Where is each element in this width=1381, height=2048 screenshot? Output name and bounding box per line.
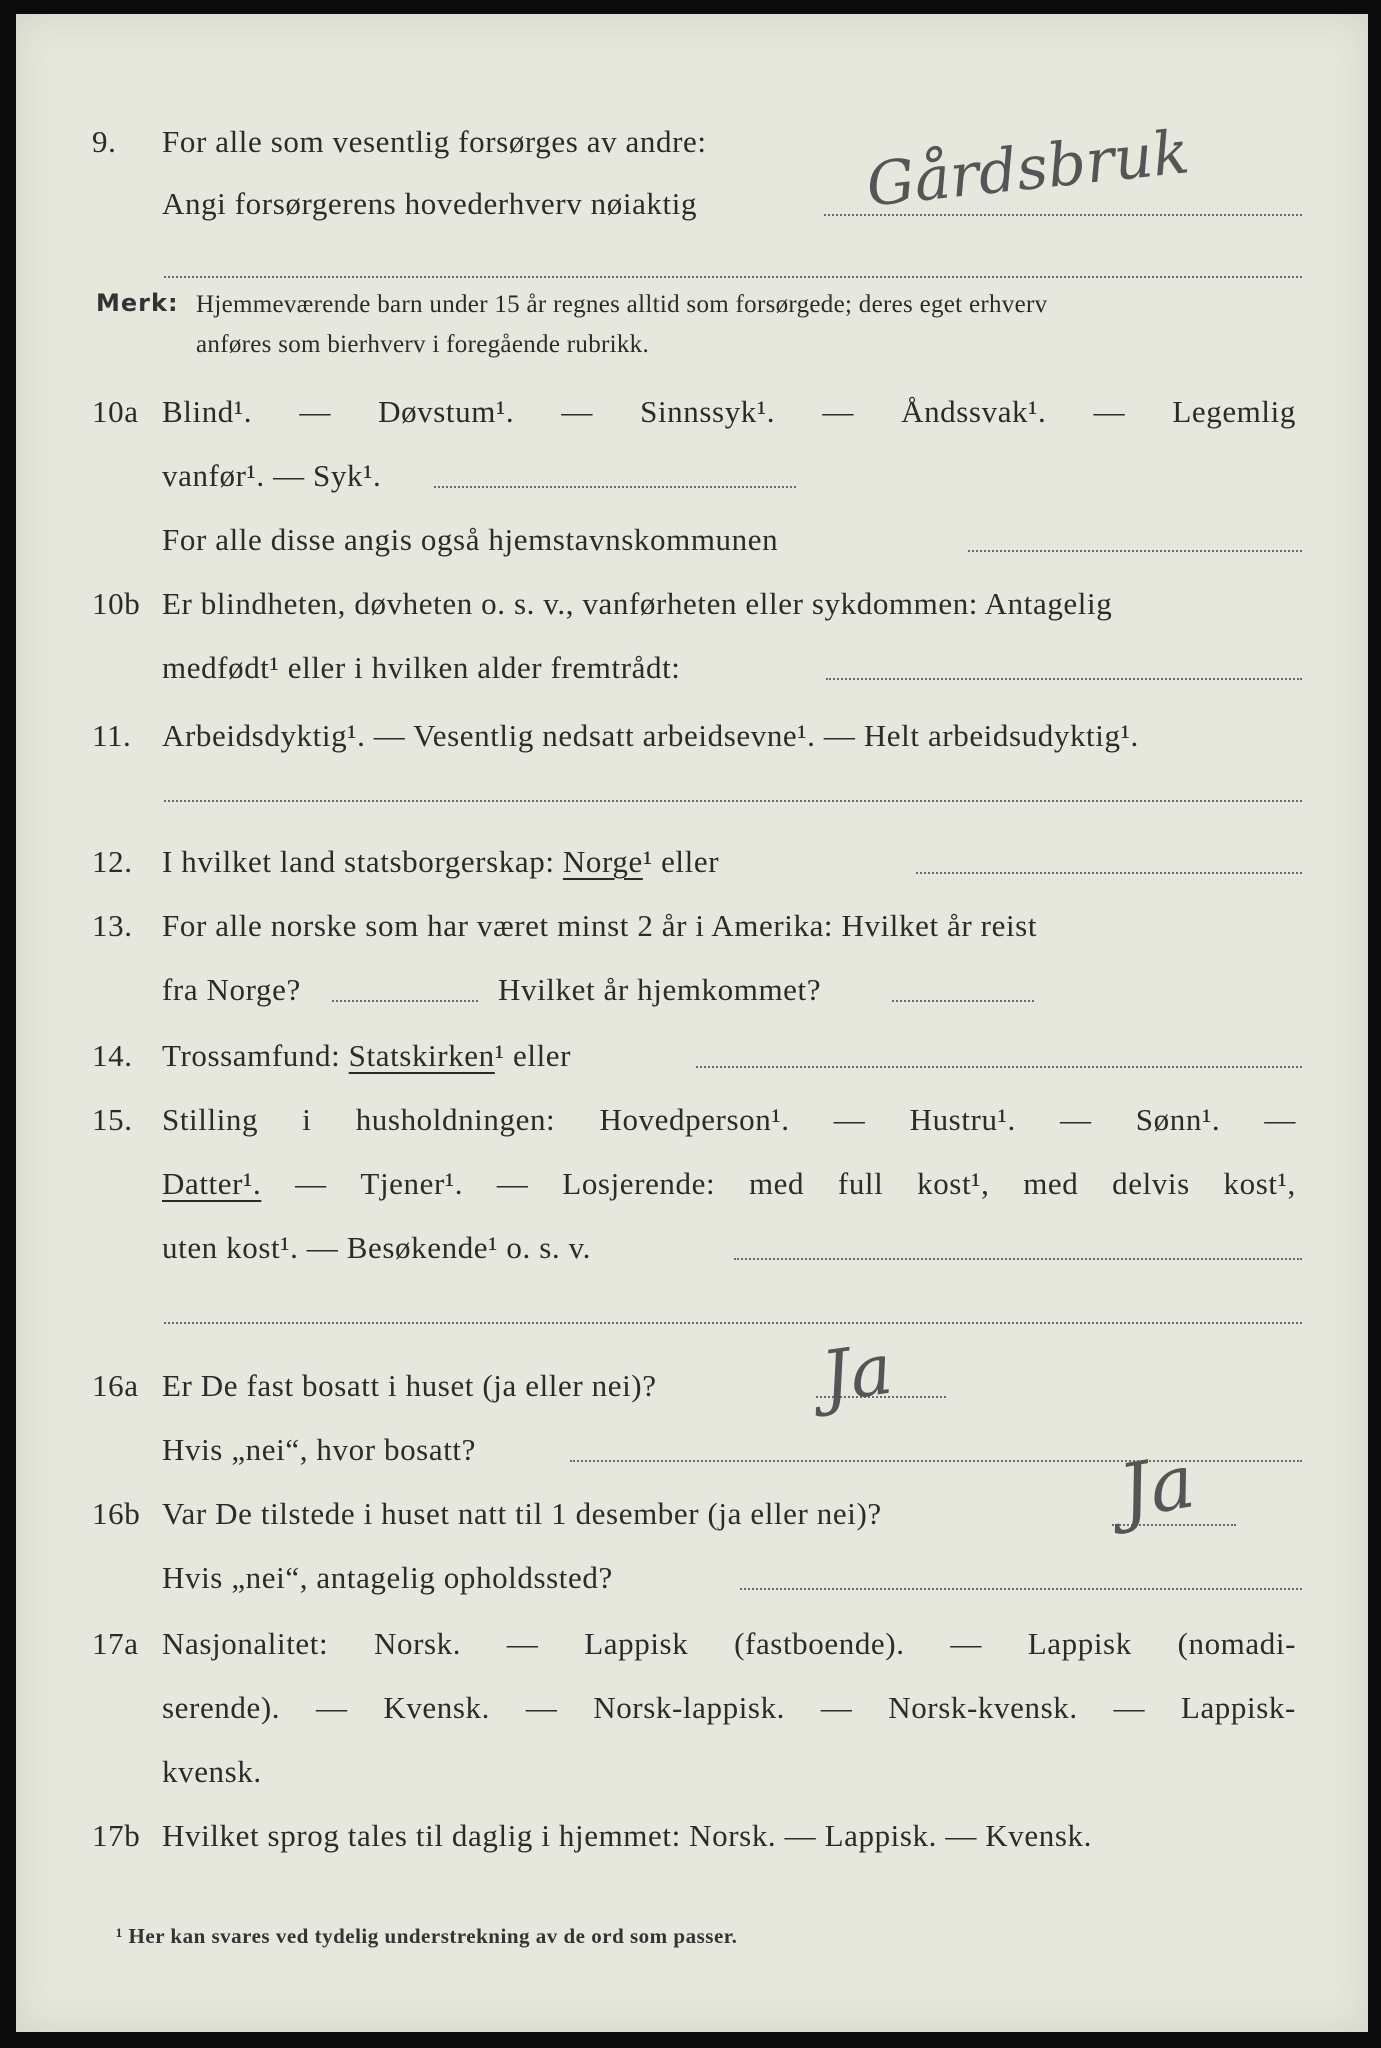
q15-line-3: uten kost¹. — Besøkende¹ o. s. v.: [162, 1230, 592, 1265]
q10a-syk-line: [434, 486, 796, 488]
q9-extra-line: [164, 276, 1302, 278]
q13-hjemkommet-line: [892, 1000, 1034, 1002]
q14-number: 14.: [92, 1038, 133, 1073]
q13-reist-line: [332, 1000, 478, 1002]
q11-number: 11.: [92, 718, 132, 753]
q13-line-2b: Hvilket år hjemkommet?: [498, 972, 822, 1007]
q12-line: I hvilket land statsborgerskap: Norge¹ eller: [162, 844, 720, 879]
q16b-opholdssted-line: [740, 1588, 1302, 1590]
q15-underlined-datter: Datter¹.: [162, 1166, 262, 1201]
q15-extra-line: [164, 1322, 1302, 1324]
q11-answer-line: [164, 800, 1302, 802]
q16a-bosatt-line: [570, 1460, 1302, 1462]
q16a-line-2: Hvis „nei“, hvor bosatt?: [162, 1432, 476, 1467]
q12-answer-line: [916, 872, 1302, 874]
q13-line-1: For alle norske som har været minst 2 år i Amerika: Hvilket år reist: [162, 908, 1038, 943]
q15-answer-line: [734, 1258, 1302, 1260]
q14-line: Trossamfund: Statskirken¹ eller: [162, 1038, 572, 1073]
q15-line-2: Datter¹. — Tjener¹. — Losjerende: med full kost¹, med delvis kost¹,: [162, 1154, 1296, 1214]
q16b-handwritten-answer: Ja: [1113, 1438, 1201, 1536]
q9-line-2: Angi forsørgerens hovederhverv nøiaktig: [162, 186, 698, 221]
q16b-line-1: Var De tilstede i huset natt til 1 desember (ja eller nei)?: [162, 1496, 882, 1531]
q10b-line-2: medfødt¹ eller i hvilken alder fremtrådt:: [162, 650, 681, 685]
q15-line-1: Stilling i husholdningen: Hovedperson¹. — Hustru¹. — Sønn¹. —: [162, 1102, 1296, 1137]
q9-handwritten-answer: Gårdsbruk: [863, 117, 1193, 221]
q16a-handwritten-answer: Ja: [816, 1327, 898, 1419]
q12-underlined-norge: Norge: [562, 844, 643, 879]
q17b-number: 17b: [92, 1818, 141, 1853]
q14-answer-line: [696, 1066, 1302, 1068]
q15-number: 15.: [92, 1102, 133, 1137]
q10a-kommune-line: [968, 550, 1302, 552]
q14-underlined-statskirken: Statskirken: [348, 1038, 495, 1073]
q17b-line-1: Hvilket sprog tales til daglig i hjemmet: Norsk. — Lappisk. — Kvensk.: [162, 1818, 1092, 1853]
q10a-line-2: vanfør¹. — Syk¹.: [162, 458, 382, 493]
footnote: ¹ Her kan svares ved tydelig understrekning av de ord som passer.: [116, 1924, 738, 1948]
q10a-number: 10a: [92, 394, 139, 429]
q16b-line-2: Hvis „nei“, antagelig opholdssted?: [162, 1560, 613, 1595]
q16a-line-1: Er De fast bosatt i huset (ja eller nei)?: [162, 1368, 657, 1403]
merk-label: Merk:: [96, 289, 179, 317]
q9-line-1: For alle som vesentlig forsørges av andre:: [162, 124, 707, 159]
q10a-line-1: Blind¹. — Døvstum¹. — Sinnssyk¹. — Åndssvak¹. — Legemlig: [162, 394, 1296, 429]
q10b-number: 10b: [92, 586, 141, 621]
q10a-line-3: For alle disse angis også hjemstavnskommunen: [162, 522, 779, 557]
q17a-line-3: kvensk.: [162, 1754, 262, 1789]
q12-number: 12.: [92, 844, 133, 879]
q9-number: 9.: [92, 124, 117, 159]
q10b-answer-line: [826, 678, 1302, 680]
census-form-page: [16, 14, 1368, 2032]
merk-line-2: anføres som bierhverv i foregående rubrikk.: [196, 331, 650, 358]
q10b-line-1: Er blindheten, døvheten o. s. v., vanførheten eller sykdommen: Antagelig: [162, 586, 1113, 621]
q11-line-1: Arbeidsdyktig¹. — Vesentlig nedsatt arbeidsevne¹. — Helt arbeidsudyktig¹.: [162, 718, 1139, 753]
q16b-number: 16b: [92, 1496, 141, 1531]
q17a-line-2: serende). — Kvensk. — Norsk-lappisk. — Norsk-kvensk. — Lappisk-: [162, 1690, 1296, 1725]
q13-number: 13.: [92, 908, 133, 943]
q16a-number: 16a: [92, 1368, 139, 1403]
q17a-number: 17a: [92, 1626, 139, 1661]
merk-line-1: Hjemmeværende barn under 15 år regnes alltid som forsørgede; deres eget erhverv: [196, 291, 1048, 318]
q13-line-2a: fra Norge?: [162, 972, 301, 1007]
q17a-line-1: Nasjonalitet: Norsk. — Lappisk (fastboende). — Lappisk (nomadi-: [162, 1626, 1296, 1661]
